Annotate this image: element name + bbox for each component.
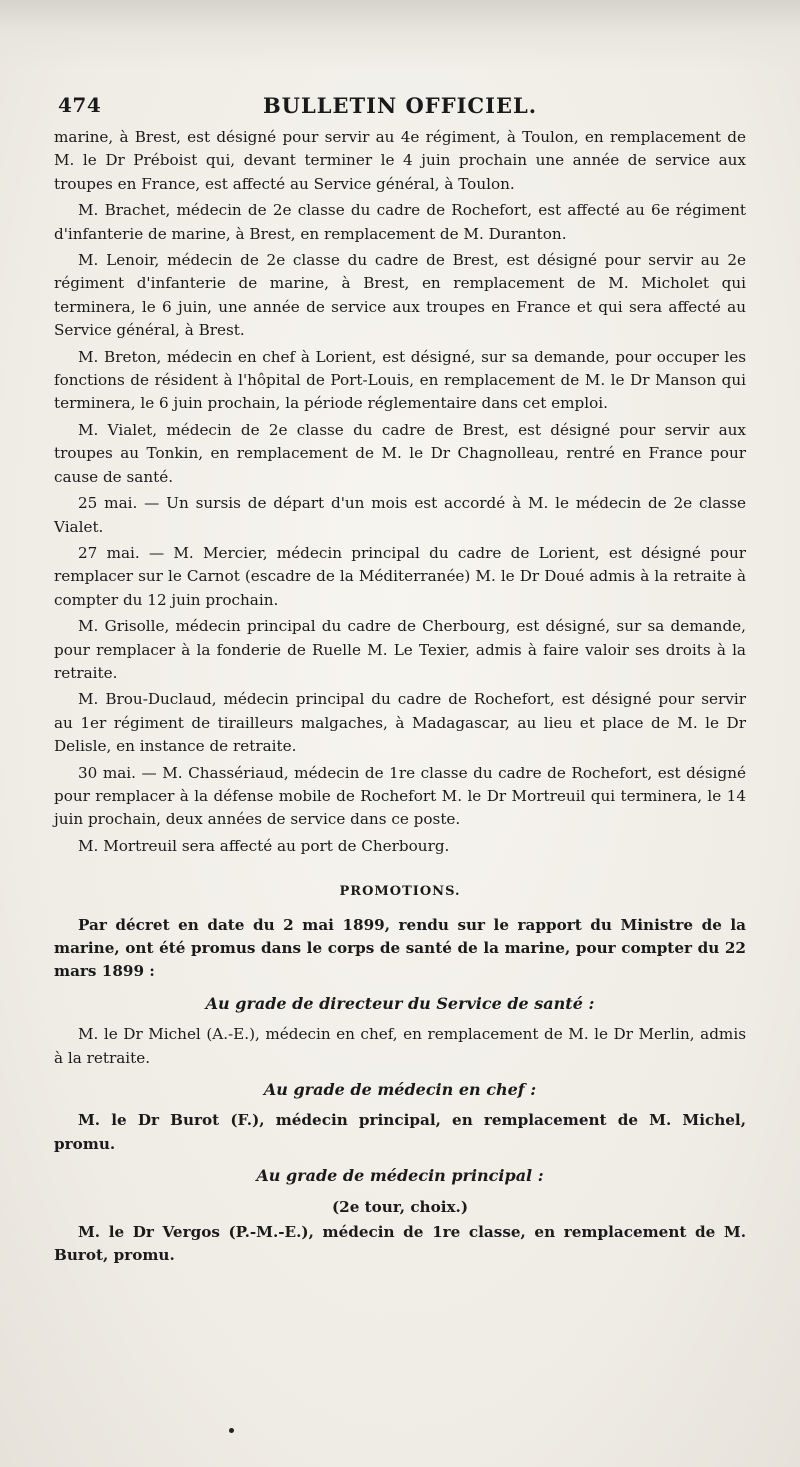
- paragraph-7: 27 mai. — M. Mercier, médecin principal du cadre de Lorient, est désigné pour remplacer sur le Carnot (escadre de la Méditerranée) M. le Dr Doué admis à la retraite à compter du 12 juin prochain.: [54, 543, 746, 609]
- grade-medecin-principal-text: M. le Dr Vergos (P.-M.-E.), médecin de 1re classe, en remplacement de M. Burot, promu.: [54, 1223, 746, 1265]
- paragraph-8: M. Grisolle, médecin principal du cadre de Cherbourg, est désigné, sur sa demande, pour remplacer à la fonderie de Ruelle M. Le Texier, admis à faire valoir ses droits à la retraite.: [54, 617, 746, 682]
- ink-dot: [229, 1428, 234, 1433]
- grade-medecin-chef-heading: Au grade de médecin en chef :: [263, 1080, 537, 1100]
- scan-shading: [0, 0, 800, 70]
- grade-directeur-heading: Au grade de directeur du Service de santé :: [205, 993, 595, 1013]
- running-title: BULLETIN OFFICIEL.: [262, 93, 538, 118]
- paragraph-6: 25 mai. — Un sursis de départ d'un mois est accordé à M. le médecin de 2e classe Vialet.: [54, 494, 746, 536]
- paragraph-2: M. Brachet, médecin de 2e classe du cadre de Rochefort, est affecté au 6e régiment d'infanterie de marine, à Brest, en remplacement de M. Duranton.: [54, 201, 746, 243]
- page-header: [58, 93, 742, 121]
- paragraph-10: 30 mai. — M. Chassériaud, médecin de 1re classe du cadre de Rochefort, est désigné pour remplacer à la défense mobile de Rochefort M. le Dr Mortreuil qui terminera, le 14 juin prochain, deux années de service dans ce poste.: [54, 763, 746, 829]
- paragraph-11: M. Mortreuil sera affecté au port de Cherbourg.: [78, 836, 450, 855]
- paragraph-5: M. Vialet, médecin de 2e classe du cadre de Brest, est désigné pour servir aux troupes au Tonkin, en remplacement de M. le Dr Chagnolleau, rentré en France pour cause de santé.: [54, 420, 746, 486]
- paragraph-4: M. Breton, médecin en chef à Lorient, est désigné, sur sa demande, pour occuper les fonctions de résident à l'hôpital de Port-Louis, en remplacement de M. le Dr Manson qui terminera, le 6 juin prochain, la période réglementaire dans cet emploi.: [54, 347, 746, 413]
- promotions-heading: PROMOTIONS.: [339, 884, 461, 900]
- grade-medecin-principal-subheading: (2e tour, choix.): [331, 1197, 469, 1216]
- promotions-intro: Par décret en date du 2 mai 1899, rendu sur le rapport du Ministre de la marine, ont été promus dans le corps de santé de la marine, pour compter du 22 mars 1899 :: [54, 915, 746, 981]
- paragraph-1: marine, à Brest, est désigné pour servir au 4e régiment, à Toulon, en remplacement de M. le Dr Préboist qui, devant terminer le 4 juin prochain une année de service aux troupes en France, est affecté au Service général, à Toulon.: [54, 128, 746, 193]
- page-number: 474: [58, 93, 102, 117]
- grade-medecin-principal-heading: Au grade de médecin principal :: [256, 1166, 544, 1186]
- grade-medecin-chef-text: M. le Dr Burot (F.), médecin principal, en remplacement de M. Michel, promu.: [54, 1111, 746, 1153]
- page-body: [54, 126, 746, 1271]
- paragraph-3: M. Lenoir, médecin de 2e classe du cadre de Brest, est désigné pour servir au 2e régiment d'infanterie de marine, à Brest, en remplacement de M. Micholet qui terminera, le 6 juin, une année de service aux troupes en France et qui sera affecté au Service général, à Brest.: [54, 251, 746, 340]
- grade-directeur-text: M. le Dr Michel (A.-E.), médecin en chef, en remplacement de M. le Dr Merlin, admis à la retraite.: [54, 1025, 746, 1067]
- paragraph-9: M. Brou-Duclaud, médecin principal du cadre de Rochefort, est désigné pour servir au 1er régiment de tirailleurs malgaches, à Madagascar, au lieu et place de M. le Dr Delisle, en instance de retraite.: [54, 690, 746, 756]
